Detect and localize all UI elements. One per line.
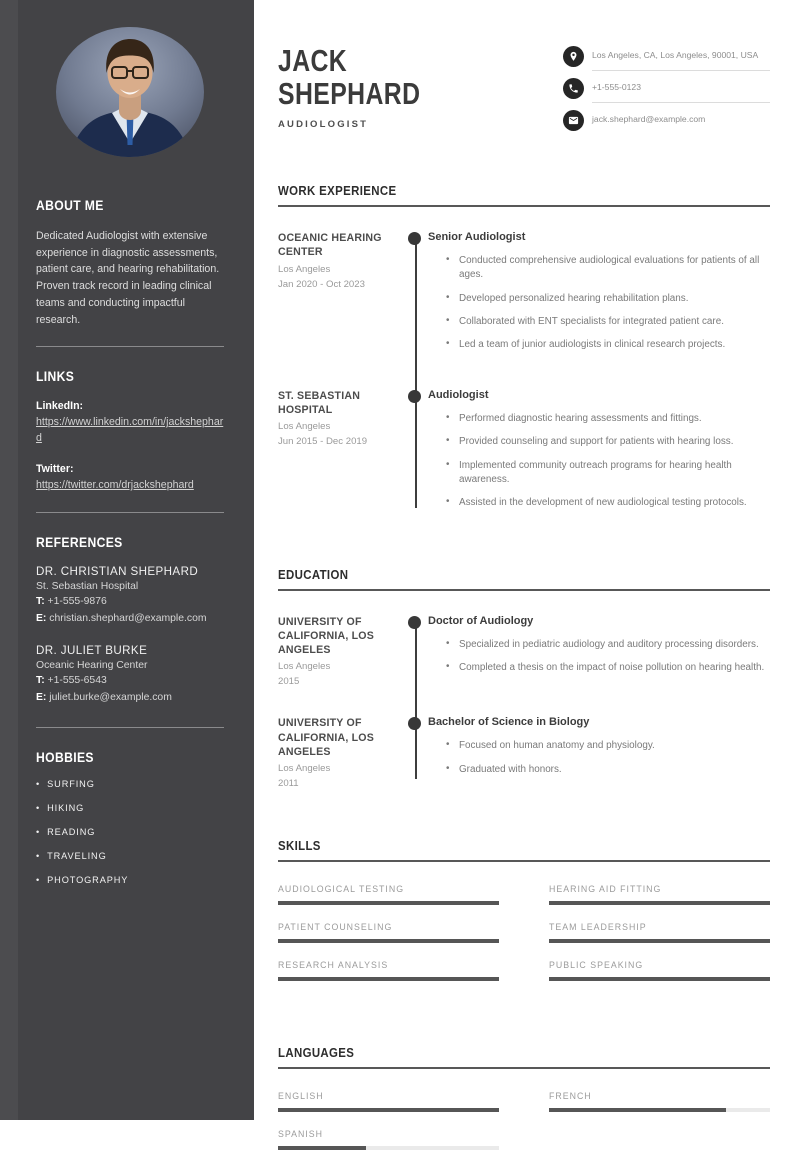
reference-name: DR. CHRISTIAN SHEPHARD bbox=[36, 564, 199, 578]
skill-bar-fill bbox=[549, 901, 770, 905]
language-item bbox=[278, 1091, 499, 1112]
reference-phone bbox=[36, 594, 224, 609]
school-location: Los Angeles bbox=[278, 661, 331, 673]
email-icon bbox=[563, 110, 584, 131]
language-bar-track bbox=[278, 1146, 499, 1150]
email-label: E: bbox=[36, 692, 47, 704]
hobby-list bbox=[36, 779, 224, 885]
company-dates: Jun 2015 - Dec 2019 bbox=[278, 436, 368, 448]
name-block bbox=[278, 44, 563, 141]
timeline-dot-icon bbox=[408, 232, 421, 245]
skill-item bbox=[549, 922, 770, 943]
bullet-item: • Implemented community outreach programs for hearing health awareness. bbox=[446, 459, 770, 488]
skill-label: PATIENT COUNSELING bbox=[278, 922, 393, 932]
contact-block bbox=[563, 44, 770, 141]
school-dates: 2011 bbox=[278, 778, 299, 790]
company-name: OCEANIC HEARING CENTER bbox=[278, 232, 382, 259]
work-entry-details bbox=[415, 231, 770, 362]
twitter-label: Twitter: bbox=[36, 463, 74, 476]
resume-main bbox=[254, 0, 794, 1167]
section-rule bbox=[278, 589, 770, 591]
skill-label: HEARING AID FITTING bbox=[549, 884, 662, 894]
bullet-item: • Led a team of junior audiologists in clinical research projects. bbox=[446, 338, 770, 352]
link-item-linkedin bbox=[36, 399, 224, 447]
reference-email bbox=[36, 690, 224, 705]
phone-value: +1-555-6543 bbox=[47, 675, 107, 687]
links-heading: LINKS bbox=[36, 369, 75, 385]
skills-heading: SKILLS bbox=[278, 838, 321, 853]
sidebar-divider bbox=[36, 727, 224, 728]
bullet-item: • Completed a thesis on the impact of noise pollution on hearing health. bbox=[446, 661, 770, 675]
skill-label: AUDIOLOGICAL TESTING bbox=[278, 884, 405, 894]
section-languages bbox=[278, 1045, 770, 1167]
skill-bar-fill bbox=[278, 901, 499, 905]
work-entry-org bbox=[278, 389, 415, 520]
location-pin-icon bbox=[563, 46, 584, 67]
skill-bar-fill bbox=[549, 977, 770, 981]
language-item bbox=[278, 1129, 499, 1150]
reference-item bbox=[36, 565, 224, 626]
timeline-dot-icon bbox=[408, 390, 421, 403]
contact-email: jack.shephard@example.com bbox=[592, 114, 706, 124]
twitter-link[interactable]: https://twitter.com/drjackshephard bbox=[36, 478, 194, 491]
school-name: UNIVERSITY OF CALIFORNIA, LOS ANGELES bbox=[278, 615, 374, 657]
degree-bullets bbox=[446, 638, 770, 676]
job-bullets bbox=[446, 412, 770, 511]
skill-item bbox=[549, 884, 770, 905]
reference-org: Oceanic Hearing Center bbox=[36, 660, 148, 672]
email-value: christian.shephard@example.com bbox=[49, 612, 207, 624]
education-entry-details bbox=[415, 716, 770, 791]
reference-org: St. Sebastian Hospital bbox=[36, 580, 139, 592]
bullet-item: • Graduated with honors. bbox=[446, 763, 770, 777]
language-item bbox=[549, 1091, 770, 1112]
bullet-item: • Developed personalized hearing rehabilitation plans. bbox=[446, 292, 770, 306]
section-rule bbox=[278, 1067, 770, 1069]
skill-bar-track bbox=[278, 977, 499, 981]
work-entries bbox=[278, 231, 770, 520]
reference-item bbox=[36, 644, 224, 705]
language-bar-fill bbox=[278, 1108, 499, 1112]
work-entry bbox=[278, 231, 770, 362]
phone-label: T: bbox=[36, 675, 45, 687]
education-entry-details bbox=[415, 615, 770, 690]
skill-label: RESEARCH ANALYSIS bbox=[278, 960, 389, 970]
phone-label: T: bbox=[36, 595, 45, 607]
company-location: Los Angeles bbox=[278, 421, 331, 433]
school-name: UNIVERSITY OF CALIFORNIA, LOS ANGELES bbox=[278, 717, 374, 758]
last-name: SHEPHARD bbox=[278, 76, 421, 112]
education-entry-school bbox=[278, 716, 415, 791]
profile-photo-image bbox=[56, 27, 204, 157]
skills-grid bbox=[278, 884, 770, 998]
language-bar-fill bbox=[278, 1146, 366, 1150]
degree-bullets bbox=[446, 739, 770, 777]
linkedin-label: LinkedIn: bbox=[36, 400, 84, 413]
about-me-text: Dedicated Audiologist with extensive experience in diagnostic assessments, patient care, and hearing rehabilitation. Proven track record in leading clinical teams and conducting impactful research. bbox=[36, 230, 220, 326]
sidebar-divider bbox=[36, 346, 224, 347]
education-entries bbox=[278, 615, 770, 791]
section-rule bbox=[278, 205, 770, 207]
linkedin-link[interactable]: https://www.linkedin.com/in/jackshephard bbox=[36, 416, 224, 445]
language-label: ENGLISH bbox=[278, 1091, 324, 1101]
job-title: Senior Audiologist bbox=[428, 231, 526, 243]
bullet-item: • Collaborated with ENT specialists for integrated patient care. bbox=[446, 315, 770, 329]
references-heading: REFERENCES bbox=[36, 534, 123, 550]
header bbox=[278, 44, 770, 141]
phone-value: +1-555-9876 bbox=[47, 595, 107, 607]
email-label: E: bbox=[36, 612, 47, 624]
section-work-experience bbox=[278, 183, 770, 520]
skill-item bbox=[278, 922, 499, 943]
languages-heading: LANGUAGES bbox=[278, 1045, 355, 1060]
skill-item bbox=[278, 960, 499, 981]
hobby-item: • TRAVELING bbox=[36, 851, 224, 861]
sidebar-divider bbox=[36, 512, 224, 513]
languages-grid bbox=[278, 1091, 770, 1167]
work-entry-org bbox=[278, 231, 415, 362]
hobby-item: • READING bbox=[36, 827, 224, 837]
hobby-item: • HIKING bbox=[36, 803, 224, 813]
bullet-item: • Provided counseling and support for patients with hearing loss. bbox=[446, 435, 770, 449]
phone-icon bbox=[563, 78, 584, 99]
bullet-item: • Focused on human anatomy and physiology. bbox=[446, 739, 770, 753]
contact-row-location bbox=[563, 46, 770, 71]
work-entry bbox=[278, 389, 770, 520]
skill-label: TEAM LEADERSHIP bbox=[549, 922, 647, 932]
bullet-item: • Assisted in the development of new audiological testing protocols. bbox=[446, 496, 770, 510]
hobby-item: • SURFING bbox=[36, 779, 224, 789]
hobbies-heading: HOBBIES bbox=[36, 750, 94, 766]
hobby-item: • PHOTOGRAPHY bbox=[36, 875, 224, 885]
language-label: FRENCH bbox=[549, 1091, 592, 1101]
work-entry-details bbox=[415, 389, 770, 520]
skill-label: PUBLIC SPEAKING bbox=[549, 960, 644, 970]
language-label: SPANISH bbox=[278, 1129, 323, 1139]
language-bar-track bbox=[278, 1108, 499, 1112]
skill-item bbox=[278, 884, 499, 905]
company-dates: Jan 2020 - Oct 2023 bbox=[278, 278, 365, 290]
role-title: AUDIOLOGIST bbox=[278, 119, 369, 131]
section-rule bbox=[278, 860, 770, 862]
contact-row-email bbox=[563, 110, 770, 134]
education-entry-school bbox=[278, 615, 415, 690]
degree-title: Bachelor of Science in Biology bbox=[428, 716, 590, 729]
company-name: ST. SEBASTIAN HOSPITAL bbox=[278, 389, 361, 417]
timeline-dot-icon bbox=[408, 717, 421, 730]
profile-photo bbox=[56, 27, 204, 157]
reference-email bbox=[36, 611, 224, 626]
email-value: juliet.burke@example.com bbox=[49, 692, 172, 704]
skill-bar-fill bbox=[278, 939, 499, 943]
skill-item bbox=[549, 960, 770, 981]
work-experience-heading: WORK EXPERIENCE bbox=[278, 183, 397, 198]
skill-bar-track bbox=[549, 977, 770, 981]
language-bar-fill bbox=[549, 1108, 726, 1112]
section-skills bbox=[278, 838, 770, 998]
timeline-dot-icon bbox=[408, 616, 421, 629]
job-title: Audiologist bbox=[428, 388, 489, 401]
about-me-heading: ABOUT ME bbox=[36, 198, 104, 213]
company-location: Los Angeles bbox=[278, 263, 331, 275]
skill-bar-fill bbox=[549, 939, 770, 943]
education-entry bbox=[278, 615, 770, 690]
skill-bar-track bbox=[278, 939, 499, 943]
education-entry bbox=[278, 716, 770, 791]
contact-phone: +1-555-0123 bbox=[592, 78, 770, 103]
reference-phone bbox=[36, 673, 224, 688]
bullet-item: • Conducted comprehensive audiological evaluations for patients of all ages. bbox=[446, 254, 770, 283]
skill-bar-track bbox=[549, 939, 770, 943]
skill-bar-track bbox=[278, 901, 499, 905]
bullet-item: • Performed diagnostic hearing assessments and fittings. bbox=[446, 412, 770, 426]
contact-row-phone bbox=[563, 78, 770, 103]
link-item-twitter bbox=[36, 462, 224, 494]
reference-name: DR. JULIET BURKE bbox=[36, 644, 148, 658]
language-bar-track bbox=[549, 1108, 770, 1112]
section-education bbox=[278, 567, 770, 791]
school-location: Los Angeles bbox=[278, 763, 331, 775]
skill-bar-track bbox=[549, 901, 770, 905]
school-dates: 2015 bbox=[278, 676, 300, 688]
bullet-item: • Specialized in pediatric audiology and auditory processing disorders. bbox=[446, 638, 770, 652]
education-heading: EDUCATION bbox=[278, 566, 349, 582]
job-bullets bbox=[446, 254, 770, 353]
degree-title: Doctor of Audiology bbox=[428, 614, 534, 627]
first-name: JACK bbox=[278, 43, 348, 78]
sidebar bbox=[0, 0, 254, 1120]
skill-bar-fill bbox=[278, 977, 499, 981]
contact-location: Los Angeles, CA, Los Angeles, 90001, USA bbox=[592, 46, 770, 71]
